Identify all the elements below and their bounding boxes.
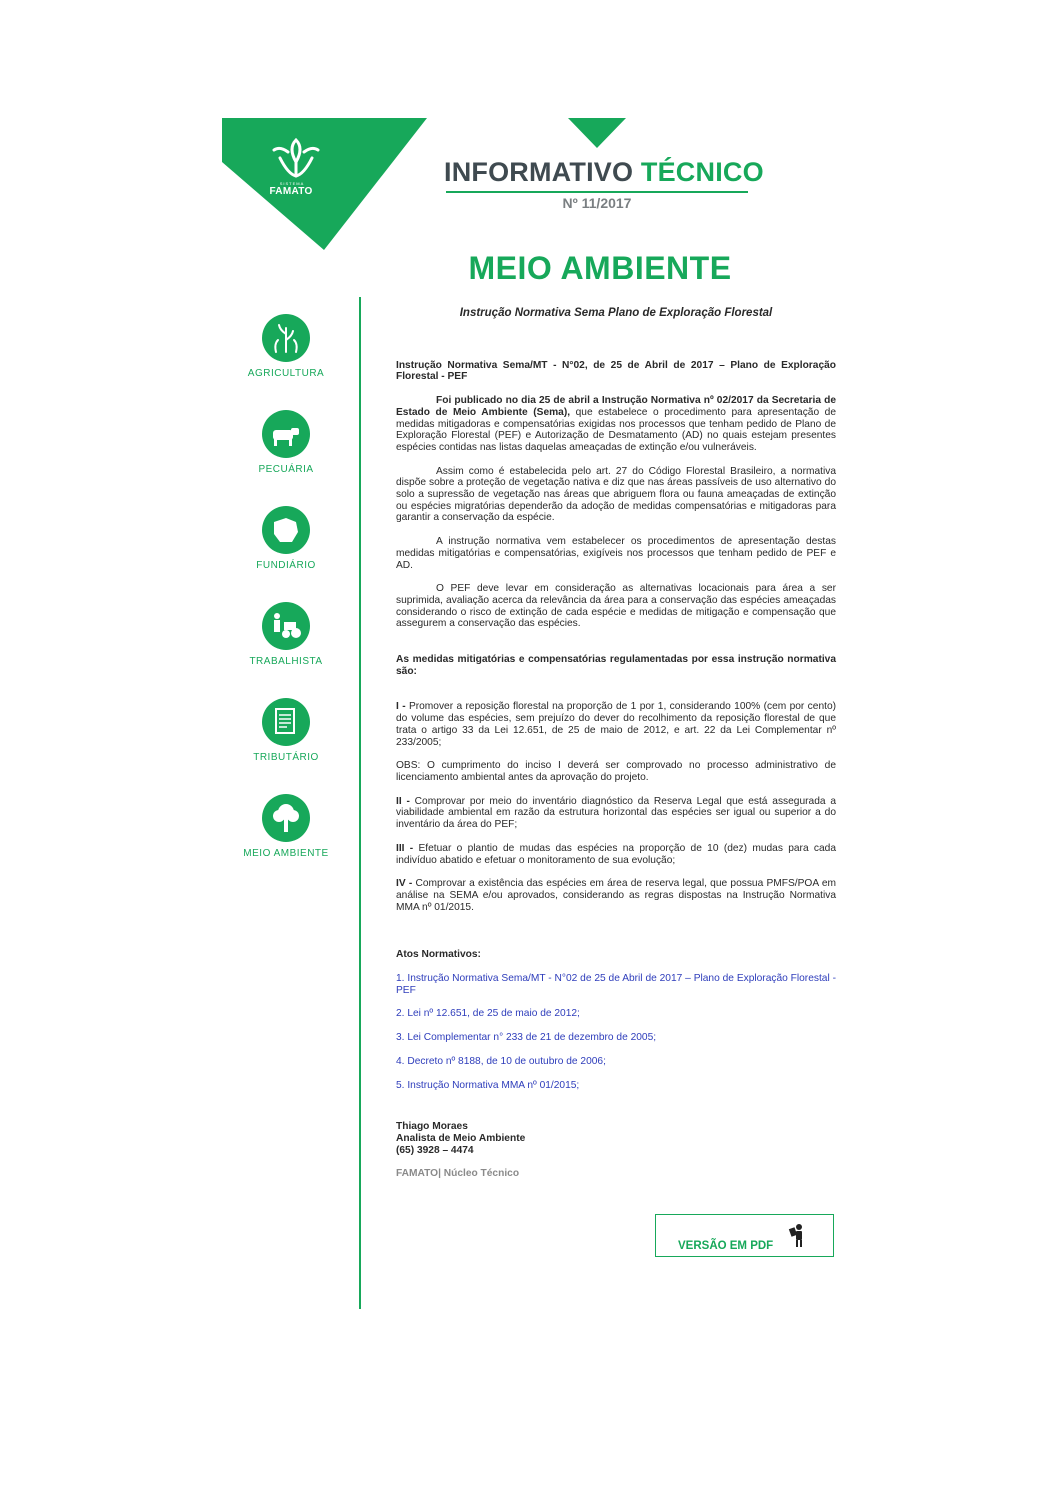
title-part-informativo: INFORMATIVO [444,157,634,187]
act-text: Lei Complementar n° 233 de 21 de dezembro de 2005; [407,1032,657,1044]
main-content [396,308,836,1180]
paragraph-1 [396,395,836,454]
vertical-divider [359,297,361,1309]
measure-3-label: III - [396,842,414,854]
land-map-icon [262,506,310,554]
measure-4-label: IV - [396,878,413,890]
measure-3 [396,843,836,866]
sidebar-item-label: AGRICULTURA [247,368,325,379]
sidebar-item-label: TRABALHISTA [249,656,323,667]
sidebar-item-label: FUNDIÁRIO [256,560,316,571]
logo-small-text: SISTEMA [279,181,305,186]
measure-1 [396,701,836,748]
livestock-icon [262,410,310,458]
tax-document-icon [262,698,310,746]
act-link-3[interactable] [396,1032,836,1044]
reader-figure-icon [788,1222,810,1248]
act-link-4[interactable] [396,1056,836,1068]
act-number: 2. [396,1008,405,1020]
measure-4 [396,878,836,913]
title-underline [446,191,748,193]
sidebar-item-fundiario[interactable] [240,506,332,571]
author-name: Thiago Moraes [396,1121,468,1133]
logo-text: FAMATO [269,186,313,197]
sidebar-item-label: TRIBUTÁRIO [253,752,319,763]
sidebar-item-label: PECUÁRIA [258,464,314,475]
sidebar-item-tributario[interactable] [240,698,332,763]
act-text: Lei nº 12.651, de 25 de maio de 2012; [407,1008,580,1020]
measures-heading: As medidas mitigatórias e compensatórias regulamentadas por essa instrução normativa são: [396,654,836,677]
issue-number: Nº 11/2017 [562,195,632,211]
measure-2 [396,796,836,831]
measure-4-text: Comprovar a existência das espécies em área de reserva legal, que possua PMFS/POA em análise na SEMA e/ou aprovados, considerando as regras dispostas na Instrução Normativa MMA nº 01/2015. [396,878,836,913]
measure-3-text: Efetuar o plantio de mudas das espécies na proporção de 10 (dez) mudas para cada indivíduo abatido e efetuar o monitoramento de sua evolução; [396,842,837,866]
act-text: Instrução Normativa MMA nº 01/2015; [407,1079,580,1091]
obs-note: OBS: O cumprimento do inciso I deverá ser comprovado no processo administrativo de licenciamento ambiental antes da aprovação do projeto. [396,760,836,783]
acts-heading: Atos Normativos: [396,949,481,961]
agriculture-icon [262,314,310,362]
measure-1-label: I - [396,701,406,713]
title-part-tecnico: TÉCNICO [640,157,764,187]
act-text: Decreto nº 8188, de 10 de outubro de 2006; [407,1055,606,1067]
act-number: 4. [396,1055,405,1067]
pdf-version-button[interactable] [655,1214,834,1257]
paragraph-2: Assim como é estabelecida pelo art. 27 do Código Florestal Brasileiro, a normativa dispõe sobre a proteção de vegetação nativa e diz que nas áreas passíveis de uso alternativo do solo a supressão de vegetação nas áreas que abriguem flora ou fauna ameaçadas de extinção ou espécies migratórias dependerão da adoção de medidas compensatórias e mitigadoras para garantir a conservação da espécie. [396,465,836,524]
act-text: Instrução Normativa Sema/MT - N°02 de 25 de Abril de 2017 – Plano de Exploração Florestal - PEF [396,973,836,996]
sidebar-item-agricultura[interactable] [240,314,332,379]
sidebar-item-label: MEIO AMBIENTE [243,848,329,859]
author-role: Analista de Meio Ambiente [396,1132,526,1144]
paragraph-1-bold: Foi publicado no dia 25 de abril a Instrução Normativa nº 02/2017 da Secretaria de Estado de Meio Ambiente (Sema), [396,395,836,418]
page-title [444,156,764,188]
act-link-2[interactable] [396,1008,836,1020]
sidebar-item-trabalhista[interactable] [240,602,332,667]
act-number: 3. [396,1032,405,1044]
document-subtitle: Instrução Normativa Sema Plano de Exploração Florestal [459,307,773,319]
author-phone: (65) 3928 – 4474 [396,1144,474,1156]
tractor-worker-icon [262,602,310,650]
measure-2-text: Comprovar por meio do inventário diagnóstico da Reserva Legal que está assegurada a viabilidade ambiental em razão da estrutura horizontal das espécies ser igual ou superior a do inventário da área do PEF; [396,795,836,831]
paragraph-3: A instrução normativa vem estabelecer os procedimentos de apresentação destas medidas mitigatórias e compensatórias, exigíveis nos processos que tenham pedido de PEF e AD. [396,536,836,571]
header-triangle-decor [568,118,626,148]
act-link-1[interactable] [396,973,836,996]
sidebar-item-pecuaria[interactable] [240,410,332,475]
document-heading: Instrução Normativa Sema/MT - N°02, de 25 de Abril de 2017 – Plano de Exploração Florestal - PEF [396,359,836,383]
measure-2-label: II - [396,795,410,807]
paragraph-1-text: que estabelece o procedimento para apresentação de medidas mitigadoras e compensatórias exigidas nos processos que tenham pedido de Plano de Exploração Florestal (PEF) e Autorização de Desmatamento (AD) no quais estejam presentes espécies contidas nas listas daquelas ameaçadas de extinção e/ou vulneráveis. [396,406,837,453]
header-logo-banner [222,118,427,250]
footer-org: FAMATO| Núcleo Técnico [396,1168,520,1180]
sidebar-item-meio-ambiente[interactable] [240,794,332,859]
measure-1-text: Promover a reposição florestal na proporção de 1 por 1, considerando 100% (cem por cento) do volume das espécies, sem prejuízo do dever do recolhimento da reposição florestal de que trata o artigo 33 da Lei 12.651, de 25 de maio de 2012, e art. 22 da Lei Complementar nº 233/2005; [396,701,836,748]
act-number: 5. [396,1079,405,1091]
act-link-5[interactable] [396,1080,836,1092]
paragraph-4: O PEF deve levar em consideração as alternativas locacionais para área a ser suprimida, avaliação acerca da relevância da área para a conservação das espécies ameaçadas considerando o risco de extinção de cada espécie e medidas de mitigação e compensação que assegurem a conservação das espécies. [396,583,836,630]
act-number: 1. [396,973,405,985]
pdf-button-label: VERSÃO EM PDF [678,1240,774,1252]
tree-icon [262,794,310,842]
section-title: MEIO AMBIENTE [468,250,732,286]
